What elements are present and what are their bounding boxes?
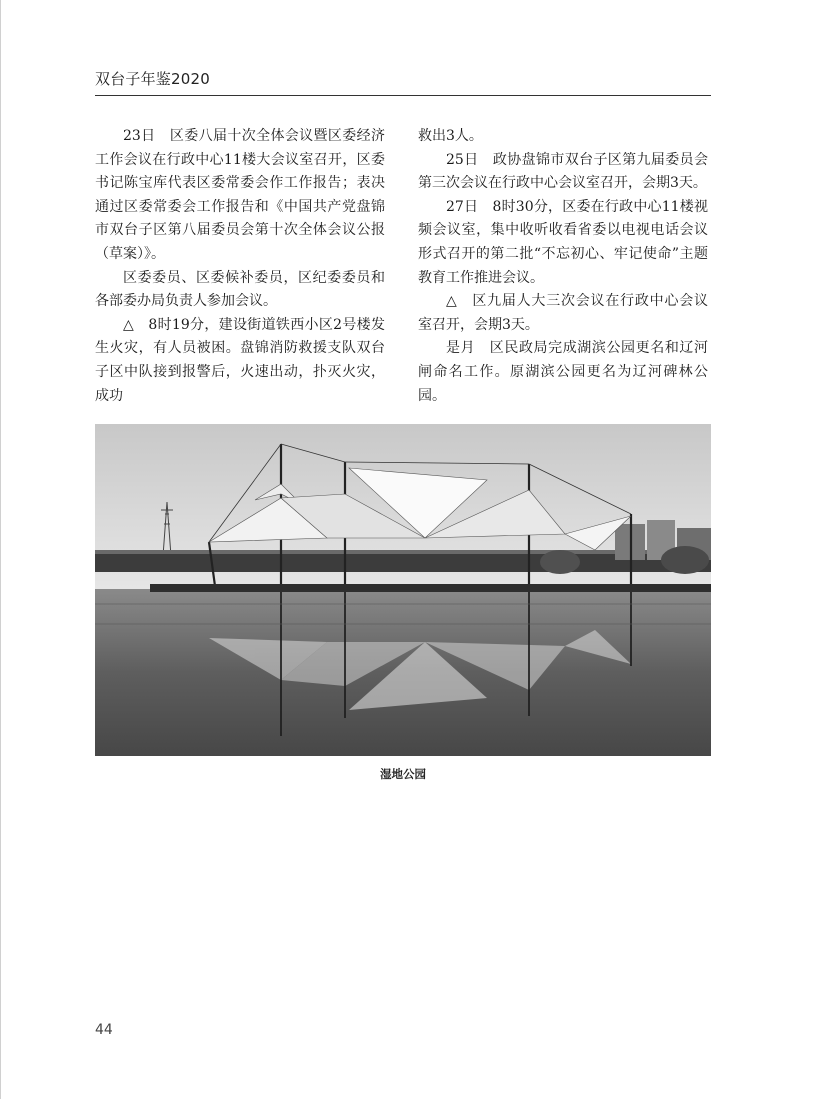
paragraph-continuation: 救出3人。 xyxy=(418,128,483,144)
page-number: 44 xyxy=(95,1022,113,1038)
paragraph: 是月 区民政局完成湖滨公园更名和辽河闸命名工作。原湖滨公园更名为辽河碑林公园。 xyxy=(418,340,708,404)
paragraph: 23日 区委八届十次全体会议暨区委经济工作会议在行政中心11楼大会议室召开，区委书记陈宝库代表区委常委会作工作报告；表决通过区委常委会工作报告和《中国共产党盘锦市双台子区第八届委员会第十次全体会议公报（草案）》。 xyxy=(95,128,385,262)
running-header: 双台子年鉴2020 xyxy=(95,70,210,88)
header-rule xyxy=(95,95,711,96)
paragraph: 25日 政协盘锦市双台子区第九届委员会第三次会议在行政中心会议室召开，会期3天。 xyxy=(418,151,708,192)
paragraph: △ 区九届人大三次会议在行政中心会议室召开，会期3天。 xyxy=(418,293,708,333)
left-text-column xyxy=(95,125,385,408)
photo-caption: 湿地公园 xyxy=(380,767,426,781)
right-text-column xyxy=(418,125,708,408)
page-edge-line xyxy=(0,0,1,1099)
paragraph: 区委委员、区委候补委员，区纪委委员和各部委办局负责人参加会议。 xyxy=(95,269,385,310)
paragraph: 27日 8时30分，区委在行政中心11楼视频会议室，集中收听收看省委以电视电话会议形式召开的第二批“不忘初心、牢记使命”主题教育工作推进会议。 xyxy=(418,198,708,286)
wetland-park-photo xyxy=(95,424,711,756)
paragraph: △ 8时19分，建设街道铁西小区2号楼发生火灾，有人员被困。盘锦消防救援支队双台子区中队接到报警后，火速出动，扑灭火灾，成功 xyxy=(95,316,385,404)
